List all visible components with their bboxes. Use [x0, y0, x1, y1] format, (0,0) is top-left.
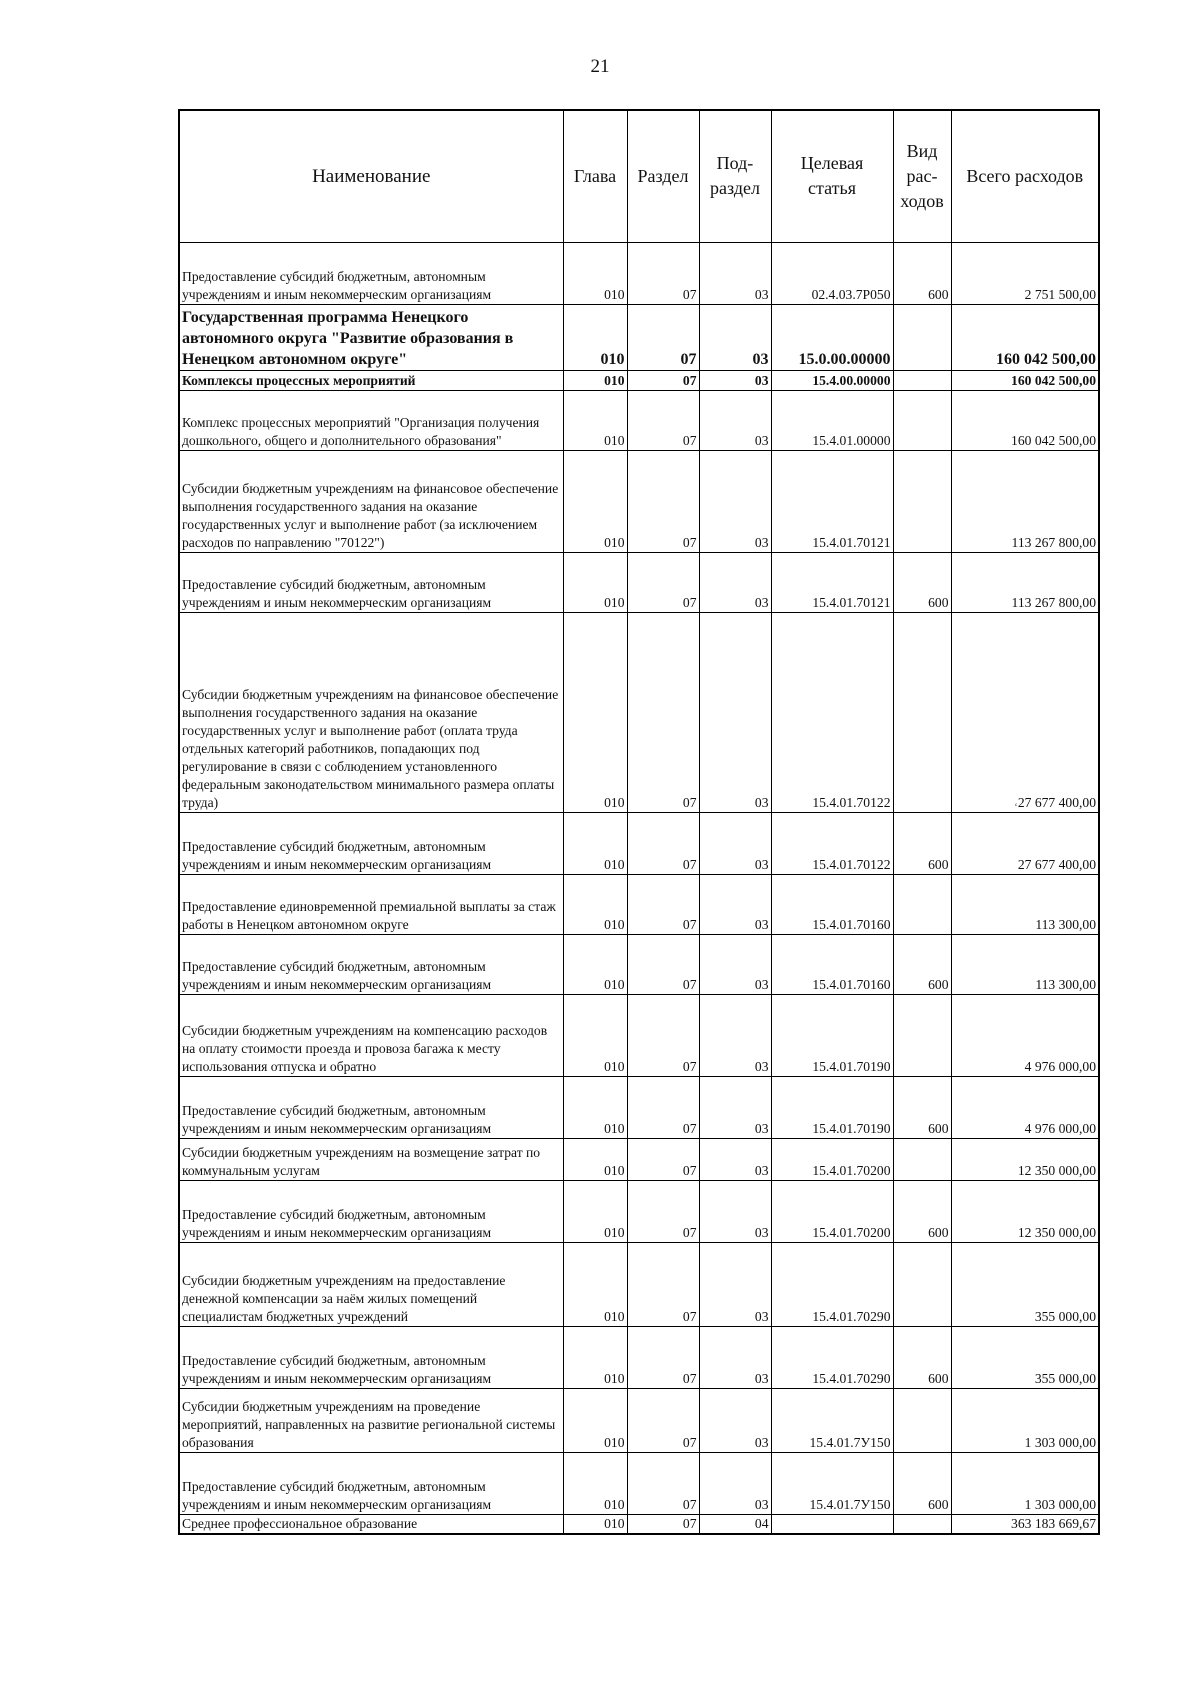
row-razdel-cell: 07 [627, 1388, 699, 1452]
row-celevaya-cell: 15.4.01.70121 [771, 552, 893, 612]
row-celevaya-cell: 15.0.00.00000 [771, 304, 893, 370]
row-glava-cell: 010 [563, 1242, 627, 1326]
table-row [179, 242, 1099, 304]
row-glava-cell: 010 [563, 552, 627, 612]
row-razdel-cell: 07 [627, 934, 699, 994]
row-podrazdel-cell: 03 [699, 304, 771, 370]
row-celevaya-cell: 15.4.01.70190 [771, 994, 893, 1076]
row-vid-cell [893, 612, 951, 812]
row-podrazdel-cell: 03 [699, 934, 771, 994]
table-row [179, 1514, 1099, 1534]
row-razdel-cell: 07 [627, 370, 699, 390]
row-total-cell: 113 300,00 [951, 934, 1099, 994]
row-total-cell: 355 000,00 [951, 1326, 1099, 1388]
row-celevaya-cell: 15.4.01.70290 [771, 1242, 893, 1326]
row-glava-cell: 010 [563, 612, 627, 812]
row-vid-cell [893, 1514, 951, 1534]
row-razdel-cell: 07 [627, 1242, 699, 1326]
row-name-cell: Комплекс процессных мероприятий "Организация получения дошкольного, общего и дополнительного образования" [179, 390, 563, 450]
row-podrazdel-cell: 03 [699, 1138, 771, 1180]
row-celevaya-cell: 15.4.01.70200 [771, 1180, 893, 1242]
row-total-cell: 27 677 400,00 [951, 612, 1099, 812]
row-razdel-cell: 07 [627, 552, 699, 612]
row-name-cell: Среднее профессиональное образование [179, 1514, 563, 1534]
row-razdel-cell: 07 [627, 1076, 699, 1138]
row-total-cell: 4 976 000,00 [951, 1076, 1099, 1138]
row-celevaya-cell: 15.4.01.00000 [771, 390, 893, 450]
row-razdel-cell: 07 [627, 1326, 699, 1388]
table-row [179, 1180, 1099, 1242]
row-celevaya-cell: 15.4.01.7У150 [771, 1452, 893, 1514]
row-glava-cell: 010 [563, 994, 627, 1076]
row-total-cell: 27 677 400,00 [951, 812, 1099, 874]
row-name-cell: Субсидии бюджетным учреждениям на возмещение затрат по коммунальным услугам [179, 1138, 563, 1180]
row-vid-cell: 600 [893, 812, 951, 874]
row-celevaya-cell: 15.4.01.70122 [771, 612, 893, 812]
row-glava-cell: 010 [563, 304, 627, 370]
row-vid-cell: 600 [893, 1180, 951, 1242]
row-name-cell: Предоставление субсидий бюджетным, автономным учреждениям и иным некоммерческим организациям [179, 1326, 563, 1388]
table-row [179, 370, 1099, 390]
row-name-cell: Предоставление субсидий бюджетным, автономным учреждениям и иным некоммерческим организациям [179, 934, 563, 994]
row-vid-cell [893, 1242, 951, 1326]
row-celevaya-cell [771, 1514, 893, 1534]
row-name-cell: Субсидии бюджетным учреждениям на финансовое обеспечение выполнения государственного задания на оказание государственных услуг и выполнение работ (оплата труда отдельных категорий работников, попадающих под регулирование в связи с соблюдением установленного федеральным законодательством минимального размера оплаты труда) [179, 612, 563, 812]
table-row [179, 612, 1099, 812]
header-glava: Глава [563, 110, 627, 242]
row-name-cell: Субсидии бюджетным учреждениям на компенсацию расходов на оплату стоимости проезда и провоза багажа к месту использования отпуска и обратно [179, 994, 563, 1076]
scan-mark: ‘ [1014, 800, 1018, 814]
row-glava-cell: 010 [563, 1326, 627, 1388]
row-podrazdel-cell: 03 [699, 1242, 771, 1326]
page-number: 21 [590, 56, 610, 77]
table-row [179, 390, 1099, 450]
row-name-cell: Предоставление субсидий бюджетным, автономным учреждениям и иным некоммерческим организациям [179, 1452, 563, 1514]
table-row [179, 812, 1099, 874]
row-razdel-cell: 07 [627, 812, 699, 874]
row-celevaya-cell: 15.4.00.00000 [771, 370, 893, 390]
row-glava-cell: 010 [563, 1514, 627, 1534]
row-glava-cell: 010 [563, 1180, 627, 1242]
table-row [179, 1326, 1099, 1388]
table-row [179, 994, 1099, 1076]
row-podrazdel-cell: 03 [699, 552, 771, 612]
row-glava-cell: 010 [563, 1452, 627, 1514]
row-vid-cell [893, 304, 951, 370]
row-razdel-cell: 07 [627, 304, 699, 370]
row-podrazdel-cell: 03 [699, 994, 771, 1076]
row-podrazdel-cell: 03 [699, 1326, 771, 1388]
row-podrazdel-cell: 03 [699, 612, 771, 812]
row-total-cell: 160 042 500,00 [951, 390, 1099, 450]
table-row [179, 1242, 1099, 1326]
row-podrazdel-cell: 03 [699, 242, 771, 304]
row-celevaya-cell: 15.4.01.70190 [771, 1076, 893, 1138]
row-glava-cell: 010 [563, 874, 627, 934]
row-razdel-cell: 07 [627, 994, 699, 1076]
row-name-cell: Государственная программа Ненецкого автономного округа "Развитие образования в Ненецком автономном округе" [179, 304, 563, 370]
row-name-cell: Субсидии бюджетным учреждениям на предоставление денежной компенсации за наём жилых помещений специалистам бюджетных учреждений [179, 1242, 563, 1326]
row-name-cell: Предоставление единовременной премиальной выплаты за стаж работы в Ненецком автономном округе [179, 874, 563, 934]
row-vid-cell: 600 [893, 1452, 951, 1514]
row-glava-cell: 010 [563, 370, 627, 390]
row-razdel-cell: 07 [627, 612, 699, 812]
row-celevaya-cell: 15.4.01.70122 [771, 812, 893, 874]
header-celevaya: Целевая статья [771, 110, 893, 242]
row-celevaya-cell: 15.4.01.70121 [771, 450, 893, 552]
row-name-cell: Предоставление субсидий бюджетным, автономным учреждениям и иным некоммерческим организациям [179, 242, 563, 304]
header-razdel: Раздел [627, 110, 699, 242]
row-total-cell: 160 042 500,00 [951, 304, 1099, 370]
table-row [179, 1388, 1099, 1452]
row-vid-cell: 600 [893, 552, 951, 612]
row-name-cell: Предоставление субсидий бюджетным, автономным учреждениям и иным некоммерческим организациям [179, 812, 563, 874]
row-podrazdel-cell: 03 [699, 1388, 771, 1452]
row-name-cell: Субсидии бюджетным учреждениям на проведение мероприятий, направленных на развитие региональной системы образования [179, 1388, 563, 1452]
budget-table [178, 109, 1100, 1535]
row-razdel-cell: 07 [627, 1514, 699, 1534]
row-total-cell: 1 303 000,00 [951, 1452, 1099, 1514]
row-total-cell: 113 267 800,00 [951, 450, 1099, 552]
table-row [179, 1076, 1099, 1138]
row-podrazdel-cell: 04 [699, 1514, 771, 1534]
row-podrazdel-cell: 03 [699, 1180, 771, 1242]
table-row [179, 1138, 1099, 1180]
row-glava-cell: 010 [563, 1076, 627, 1138]
header-row [179, 110, 1099, 242]
row-total-cell: 12 350 000,00 [951, 1138, 1099, 1180]
row-total-cell: 160 042 500,00 [951, 370, 1099, 390]
table-row [179, 1452, 1099, 1514]
table-row [179, 304, 1099, 370]
row-total-cell: 113 300,00 [951, 874, 1099, 934]
header-podrazdel: Под- раздел [699, 110, 771, 242]
row-razdel-cell: 07 [627, 450, 699, 552]
row-vid-cell: 600 [893, 1326, 951, 1388]
row-total-cell: 355 000,00 [951, 1242, 1099, 1326]
row-vid-cell [893, 874, 951, 934]
row-vid-cell: 600 [893, 242, 951, 304]
row-glava-cell: 010 [563, 390, 627, 450]
table-row [179, 450, 1099, 552]
row-vid-cell [893, 450, 951, 552]
header-total: Всего расходов [951, 110, 1099, 242]
row-razdel-cell: 07 [627, 1180, 699, 1242]
row-vid-cell [893, 1138, 951, 1180]
row-glava-cell: 010 [563, 242, 627, 304]
table-row [179, 552, 1099, 612]
row-total-cell: 363 183 669,67 [951, 1514, 1099, 1534]
row-glava-cell: 010 [563, 450, 627, 552]
table-row [179, 934, 1099, 994]
row-celevaya-cell: 15.4.01.7У150 [771, 1388, 893, 1452]
row-name-cell: Субсидии бюджетным учреждениям на финансовое обеспечение выполнения государственного задания на оказание государственных услуг и выполнение работ (за исключением расходов по направлению "70122") [179, 450, 563, 552]
table-row [179, 874, 1099, 934]
row-glava-cell: 010 [563, 1388, 627, 1452]
row-glava-cell: 010 [563, 934, 627, 994]
header-vid: Вид рас- ходов [893, 110, 951, 242]
row-podrazdel-cell: 03 [699, 450, 771, 552]
row-razdel-cell: 07 [627, 874, 699, 934]
row-total-cell: 12 350 000,00 [951, 1180, 1099, 1242]
row-vid-cell [893, 370, 951, 390]
row-podrazdel-cell: 03 [699, 1076, 771, 1138]
row-vid-cell: 600 [893, 934, 951, 994]
row-glava-cell: 010 [563, 1138, 627, 1180]
row-podrazdel-cell: 03 [699, 370, 771, 390]
row-total-cell: 113 267 800,00 [951, 552, 1099, 612]
row-name-cell: Предоставление субсидий бюджетным, автономным учреждениям и иным некоммерческим организациям [179, 552, 563, 612]
row-razdel-cell: 07 [627, 242, 699, 304]
row-vid-cell [893, 994, 951, 1076]
row-total-cell: 4 976 000,00 [951, 994, 1099, 1076]
row-podrazdel-cell: 03 [699, 390, 771, 450]
row-name-cell: Предоставление субсидий бюджетным, автономным учреждениям и иным некоммерческим организациям [179, 1180, 563, 1242]
row-celevaya-cell: 15.4.01.70200 [771, 1138, 893, 1180]
row-vid-cell [893, 1388, 951, 1452]
row-celevaya-cell: 02.4.03.7Р050 [771, 242, 893, 304]
row-celevaya-cell: 15.4.01.70160 [771, 874, 893, 934]
row-podrazdel-cell: 03 [699, 874, 771, 934]
row-razdel-cell: 07 [627, 1138, 699, 1180]
row-razdel-cell: 07 [627, 1452, 699, 1514]
row-podrazdel-cell: 03 [699, 812, 771, 874]
row-razdel-cell: 07 [627, 390, 699, 450]
row-total-cell: 1 303 000,00 [951, 1388, 1099, 1452]
row-name-cell: Предоставление субсидий бюджетным, автономным учреждениям и иным некоммерческим организациям [179, 1076, 563, 1138]
header-name: Наименование [179, 110, 563, 242]
row-glava-cell: 010 [563, 812, 627, 874]
row-celevaya-cell: 15.4.01.70290 [771, 1326, 893, 1388]
row-celevaya-cell: 15.4.01.70160 [771, 934, 893, 994]
table-body [179, 242, 1099, 1534]
row-name-cell: Комплексы процессных мероприятий [179, 370, 563, 390]
row-vid-cell [893, 390, 951, 450]
row-vid-cell: 600 [893, 1076, 951, 1138]
row-total-cell: 2 751 500,00 [951, 242, 1099, 304]
row-podrazdel-cell: 03 [699, 1452, 771, 1514]
